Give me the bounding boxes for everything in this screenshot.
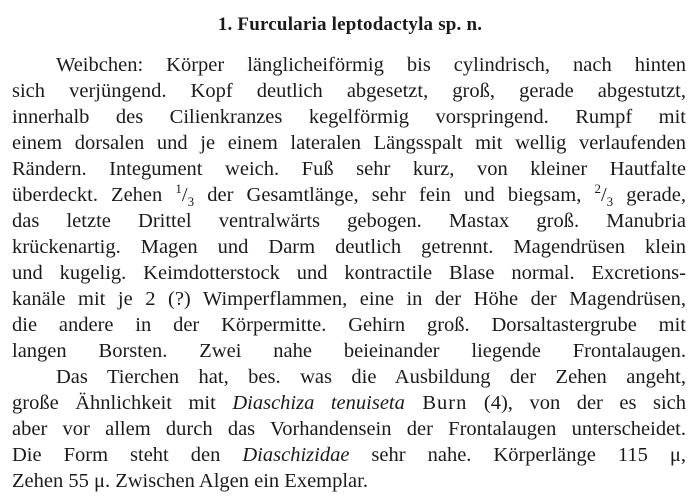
fraction-denominator: 3 xyxy=(606,194,614,210)
fraction-numerator: 1 xyxy=(175,181,182,197)
text-line xyxy=(56,52,686,78)
text-line xyxy=(12,208,686,234)
text-line xyxy=(12,260,686,286)
line-text: Zehen 55 μ. Zwischen Algen ein Exemplar. xyxy=(12,470,368,492)
text-line xyxy=(12,130,686,156)
text-line xyxy=(12,338,686,364)
text-line: überdeckt. Zehen $^1/_3$ der Gesamtlänge, sehr fein und biegsam, $^2/_3$ gerade, xyxy=(12,181,687,210)
text-line xyxy=(12,156,686,182)
line-text: sehr nahe. Körperlänge 115 μ, xyxy=(349,444,686,466)
line-text: krückenartig. Magen und Darm deutlich getrennt. Magendrüsen klein xyxy=(12,236,686,258)
line-text: große Ähnlichkeit mit xyxy=(12,392,233,414)
fraction-numerator: 2 xyxy=(594,181,601,197)
author-name: Burn xyxy=(404,392,468,414)
text-line xyxy=(12,286,686,312)
text-line xyxy=(12,312,686,338)
text-line xyxy=(56,364,686,390)
line-text: Das Tierchen hat, bes. was die Ausbildung der Zehen angeht, xyxy=(56,366,686,388)
line-text: einem dorsalen und je einem lateralen Längsspalt mit wellig verlaufenden xyxy=(12,132,686,154)
section-heading: 1. Furcularia leptodactyla sp. n. xyxy=(217,14,483,35)
line-text: langen Borsten. Zwei nahe beieinander liegende Frontalaugen. xyxy=(12,340,686,362)
text-line xyxy=(12,442,686,468)
line-text: und kugelig. Keimdotterstock und kontractile Blase normal. Excretions- xyxy=(12,262,686,284)
line-text: Rändern. Integument weich. Fuß sehr kurz, von kleiner Hautfalte xyxy=(12,158,686,180)
line-text: das letzte Drittel ventralwärts gebogen. Mastax groß. Manubria xyxy=(12,210,686,232)
line-text: Weibchen: Körper länglicheiförmig bis cylindrisch, nach hinten xyxy=(56,54,686,76)
fraction-denominator: 3 xyxy=(187,194,195,210)
text-line xyxy=(12,234,686,260)
text-line xyxy=(12,468,686,494)
line-text: sich verjüngend. Kopf deutlich abgesetzt, groß, gerade abgestutzt, xyxy=(12,80,686,102)
line-text: Die Form steht den xyxy=(12,444,243,466)
text-line xyxy=(12,78,686,104)
line-text: innerhalb des Cilienkranzes kegelförmig vorspringend. Rumpf mit xyxy=(12,106,686,128)
line-text: gerade, xyxy=(613,184,687,206)
text-line xyxy=(12,390,686,416)
line-text: kanäle mit je 2 (?) Wimperflammen, eine in der Höhe der Magendrüsen, xyxy=(12,288,686,310)
line-text: die andere in der Körpermitte. Gehirn groß. Dorsaltastergrube mit xyxy=(12,314,686,336)
line-text: aber vor allem durch das Vorhandensein der Frontalaugen unterscheidet. xyxy=(12,418,686,440)
line-text: der Gesamtlänge, sehr fein und biegsam, xyxy=(194,184,595,206)
line-text: (4), von der es sich xyxy=(467,392,687,414)
line-text: überdeckt. Zehen xyxy=(12,184,176,206)
family-name: Diaschizidae xyxy=(242,444,350,466)
species-name: Diaschiza tenuiseta xyxy=(232,392,405,414)
text-line xyxy=(12,416,686,442)
text-line xyxy=(12,104,686,130)
